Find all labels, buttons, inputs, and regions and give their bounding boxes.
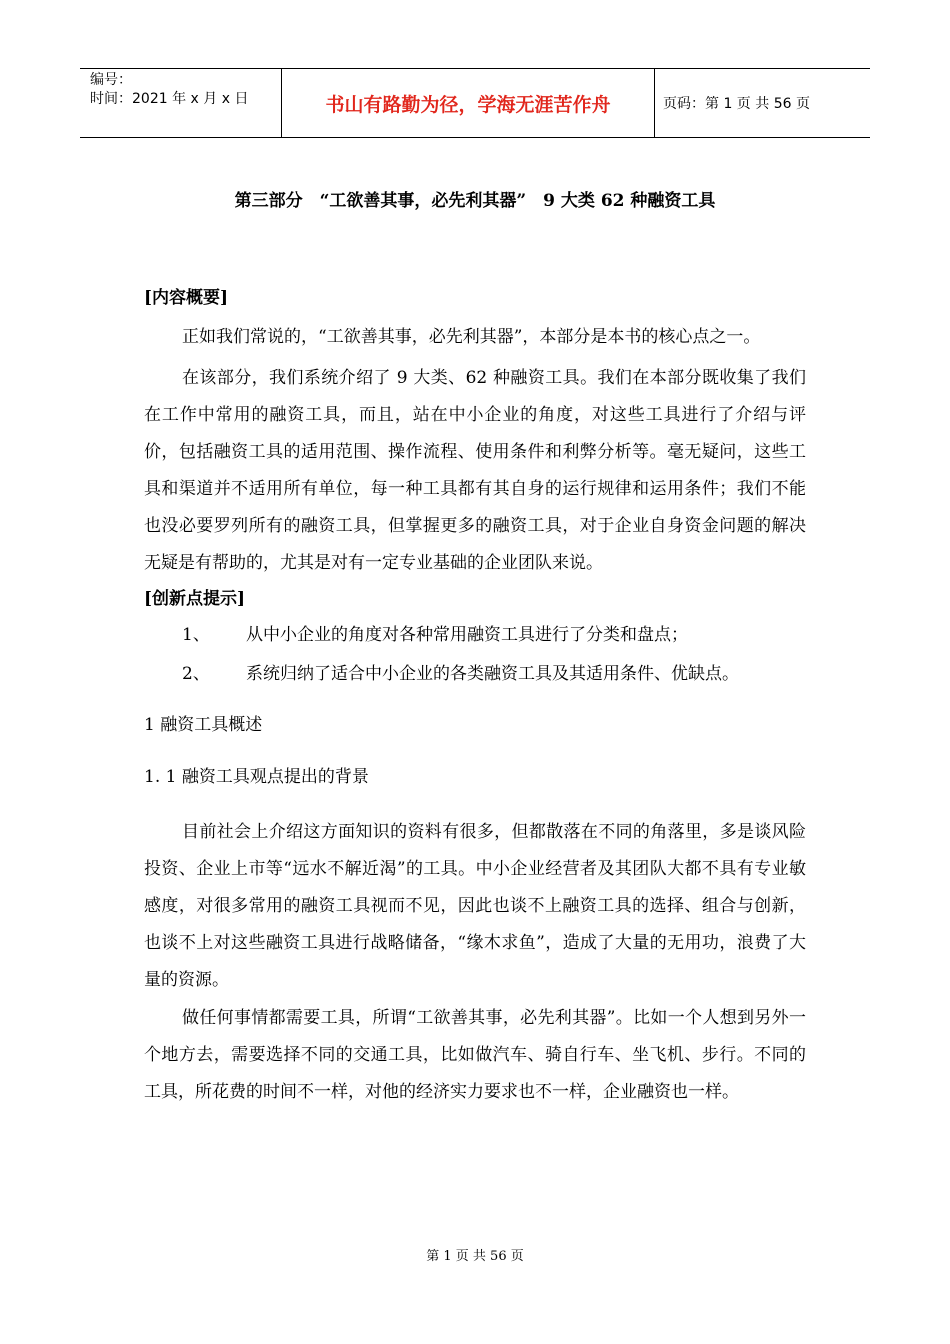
summary-label: [内容概要]	[144, 288, 229, 308]
list-item-text: 系统归纳了适合中小企业的各类融资工具及其适用条件、优缺点。	[246, 664, 739, 684]
time-label: 时间：2021 年 x 月 x 日	[90, 91, 249, 107]
innovation-label: [创新点提示]	[144, 589, 246, 609]
subsection-heading: 1. 1 融资工具观点提出的背景	[144, 767, 369, 787]
header-page-code: 页码：第 1 页 共 56 页	[663, 96, 810, 112]
document-title: 第三部分 “工欲善其事，必先利其器” 9 大类 62 种融资工具	[234, 191, 716, 211]
page-header	[80, 68, 870, 138]
list-item-number: 1、	[182, 625, 210, 645]
summary-paragraph-2: 在该部分，我们系统介绍了 9 大类、62 种融资工具。我们在本部分既收集了我们在工作中常用的融资工具，而且，站在中小企业的角度，对这些工具进行了介绍与评价，包括融资工具的适用范围、操作流程、使用条件和利弊分析等。毫无疑问，这些工具和渠道并不适用所有单位，每一种工具都有其自身的运行规律和运用条件；我们不能也没必要罗列所有的融资工具，但掌握更多的融资工具，对于企业自身资金问题的解决无疑是有帮助的，尤其是对有一定专业基础的企业团队来说。	[144, 368, 806, 573]
list-item	[144, 616, 806, 655]
number-label: 编号：	[90, 72, 132, 88]
document-body	[144, 283, 806, 1111]
section-paragraph-2: 做任何事情都需要工具，所谓“工欲善其事，必先利其器”。比如一个人想到另外一个地方去，需要选择不同的交通工具，比如做汽车、骑自行车、坐飞机、步行。不同的工具，所花费的时间不一样，对他的经济实力要求也不一样，企业融资也一样。	[144, 1008, 806, 1102]
header-meta	[80, 69, 281, 137]
header-motto: 书山有路勤为径，学海无涯苦作舟	[281, 69, 655, 137]
list-item-number: 2、	[182, 664, 210, 684]
section-paragraph-1: 目前社会上介绍这方面知识的资料有很多，但都散落在不同的角落里，多是谈风险投资、企业上市等“远水不解近渴”的工具。中小企业经营者及其团队大都不具有专业敏感度，对很多常用的融资工具视而不见，因此也谈不上融资工具的选择、组合与创新，也谈不上对这些融资工具进行战略储备，“缘木求鱼”，造成了大量的无用功，浪费了大量的资源。	[144, 822, 806, 990]
summary-paragraph-1: 正如我们常说的，“工欲善其事，必先利其器”，本部分是本书的核心点之一。	[182, 327, 761, 347]
list-item	[144, 655, 806, 694]
list-item-text: 从中小企业的角度对各种常用融资工具进行了分类和盘点；	[246, 625, 688, 645]
page-footer: 第 1 页 共 56 页	[426, 1249, 524, 1264]
section-heading: 1 融资工具概述	[144, 715, 263, 735]
